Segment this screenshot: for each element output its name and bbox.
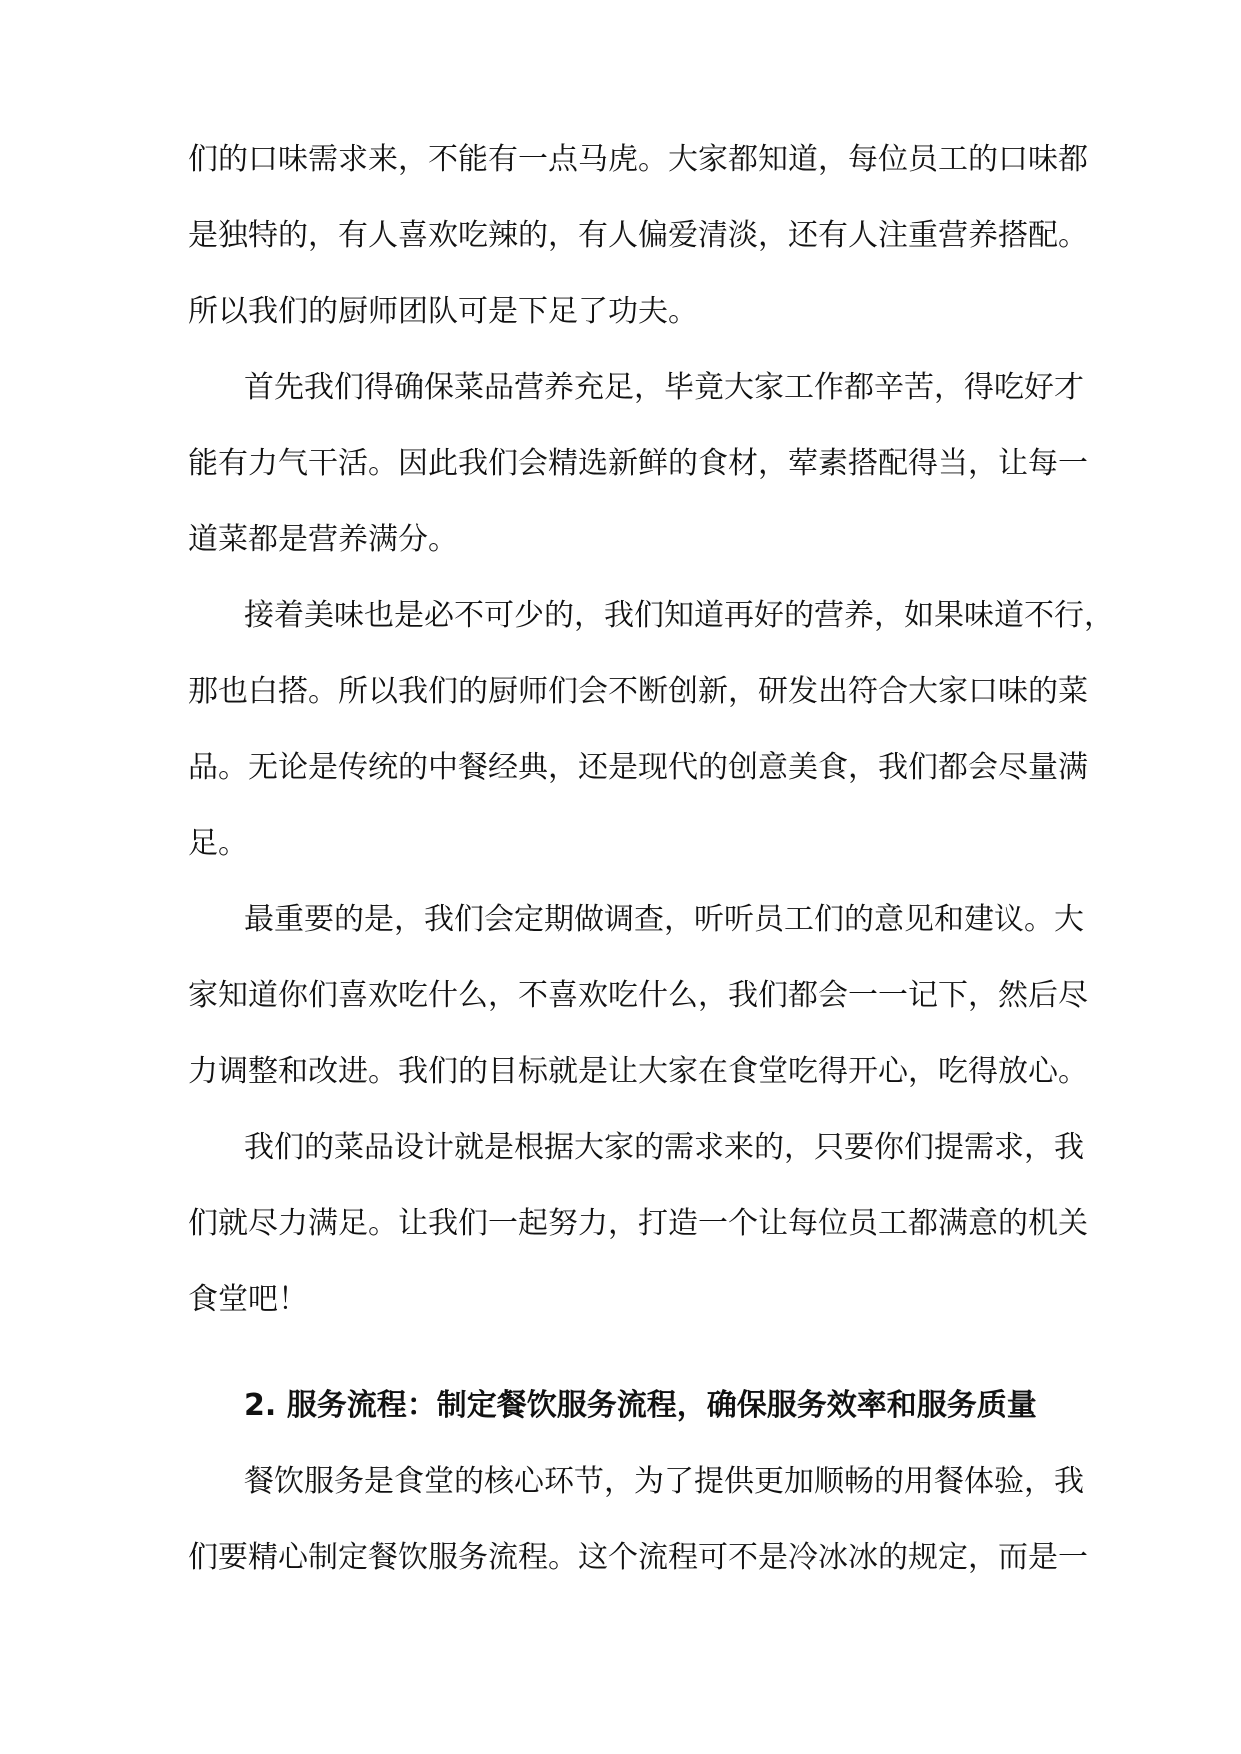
paragraph-first-line: 我们的菜品设计就是根据大家的需求来的，只要你们提需求，我 [244,1130,1084,1165]
text-line: 所以我们的厨师团队可是下足了功夫。 [188,294,698,329]
paragraph-first-line: 接着美味也是必不可少的，我们知道再好的营养，如果味道不行， [244,598,1114,633]
section-heading: 2. 服务流程：制定餐饮服务流程，确保服务效率和服务质量 [244,1388,1037,1423]
text-line: 们就尽力满足。让我们一起努力，打造一个让每位员工都满意的机关 [188,1206,1088,1241]
text-line: 是独特的，有人喜欢吃辣的，有人偏爱清淡，还有人注重营养搭配。 [188,218,1088,253]
paragraph-first-line: 最重要的是，我们会定期做调查，听听员工们的意见和建议。大 [244,902,1084,937]
text-line: 家知道你们喜欢吃什么，不喜欢吃什么，我们都会一一记下，然后尽 [188,978,1088,1013]
text-line: 那也白搭。所以我们的厨师们会不断创新，研发出符合大家口味的菜 [188,674,1088,709]
paragraph-first-line: 餐饮服务是食堂的核心环节，为了提供更加顺畅的用餐体验，我 [244,1464,1084,1499]
text-line: 足。 [188,826,248,861]
text-line: 力调整和改进。我们的目标就是让大家在食堂吃得开心，吃得放心。 [188,1054,1088,1089]
text-line: 们的口味需求来，不能有一点马虎。大家都知道，每位员工的口味都 [188,142,1088,177]
text-line: 能有力气干活。因此我们会精选新鲜的食材，荤素搭配得当，让每一 [188,446,1088,481]
text-line: 食堂吧！ [188,1282,308,1317]
text-line: 品。无论是传统的中餐经典，还是现代的创意美食，我们都会尽量满 [188,750,1088,785]
text-line: 们要精心制定餐饮服务流程。这个流程可不是冷冰冰的规定，而是一 [188,1540,1088,1575]
paragraph-first-line: 首先我们得确保菜品营养充足，毕竟大家工作都辛苦，得吃好才 [244,370,1084,405]
text-line: 道菜都是营养满分。 [188,522,458,557]
